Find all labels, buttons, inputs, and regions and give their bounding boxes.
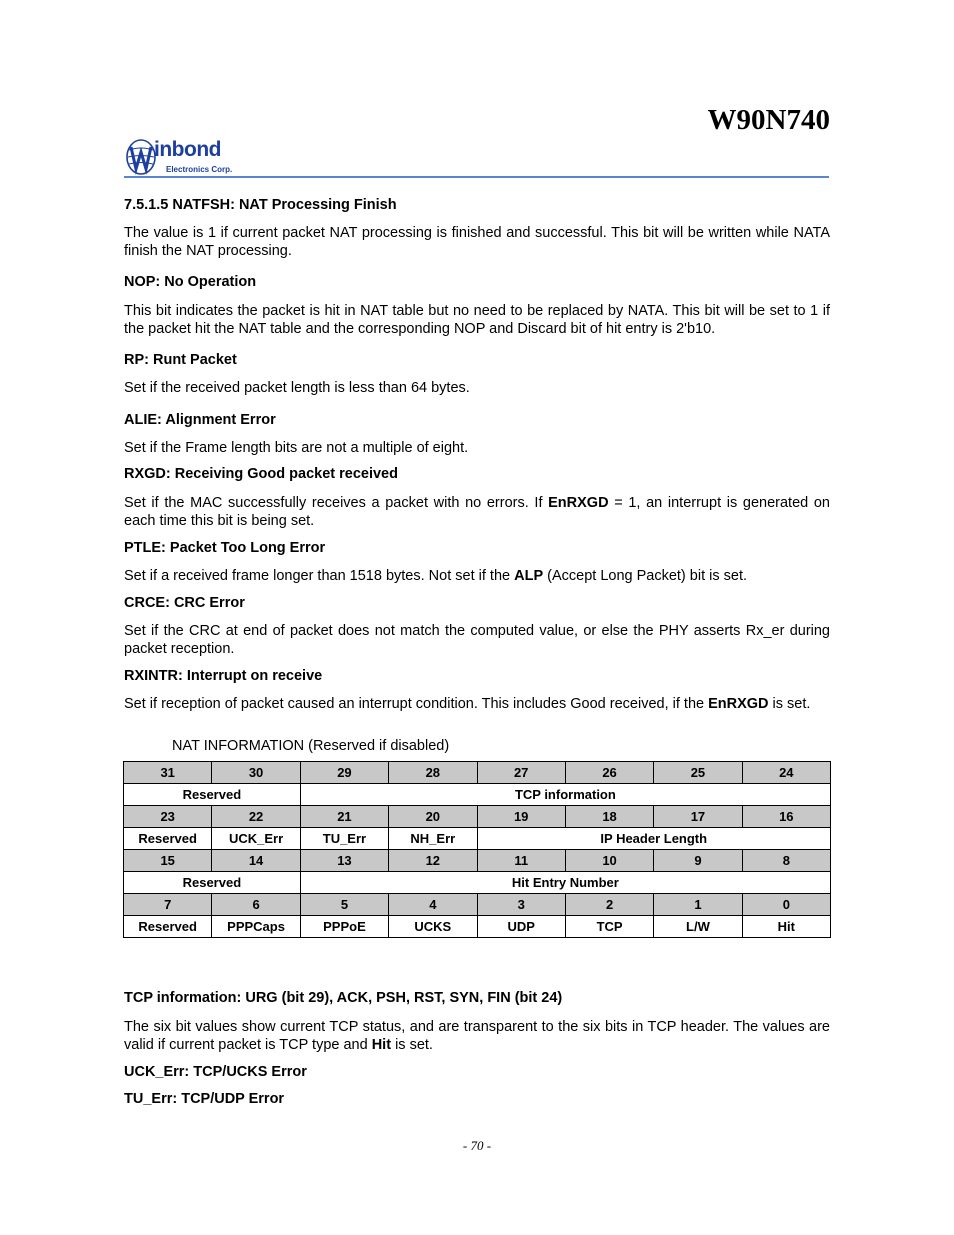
bit-cell: 13 [300,850,388,872]
bit-cell: 28 [389,762,477,784]
bit-cell: 4 [389,894,477,916]
field-cell: PPPCaps [212,916,300,938]
bit-cell: 6 [212,894,300,916]
section-body: Set if the Frame length bits are not a multiple of eight. [124,440,469,456]
bit-number-row [124,762,831,784]
section-heading: TU_Err: TCP/UDP Error [124,1091,285,1107]
section-heading: ALIE: Alignment Error [124,412,276,428]
bit-cell: 18 [565,806,653,828]
page-number: - 70 - [462,1138,492,1153]
section-body: Set if reception of packet caused an interrupt condition. This includes Good received, if the EnRXGD is set. [124,696,811,712]
bit-cell: 5 [300,894,388,916]
bit-cell: 1 [654,894,742,916]
section-body: This bit indicates the packet is hit in NAT table but no need to be replaced by NATA. This bit will be set to 1 if the packet hit the NAT table and the corresponding NOP and Discard bit of hit entry is 2'b10. [124,303,830,337]
bit-cell: 31 [124,762,212,784]
section-heading: NOP: No Operation [124,274,257,290]
bit-cell: 16 [742,806,830,828]
winbond-logo [126,138,250,178]
bit-cell: 25 [654,762,742,784]
field-cell: Reserved [124,828,212,850]
bit-cell: 2 [565,894,653,916]
logo-wordmark: inbond [154,138,221,161]
bit-cell: 12 [389,850,477,872]
field-row [124,784,831,806]
section-heading: UCK_Err: TCP/UCKS Error [124,1064,307,1080]
part-number: W90N740 [707,104,830,136]
section-heading: RP: Runt Packet [124,352,237,368]
field-cell: Reserved [124,916,212,938]
field-row [124,872,831,894]
bit-cell: 11 [477,850,565,872]
section-body: Set if the MAC successfully receives a packet with no errors. If EnRXGD = 1, an interrupt is generated on each time this bit is being set. [124,495,830,529]
section-body: The value is 1 if current packet NAT processing is finished and successful. This bit will be written while NATA finish the NAT processing. [124,225,830,259]
field-cell: NH_Err [389,828,477,850]
field-cell: Hit Entry Number [300,872,830,894]
bit-number-row [124,850,831,872]
bit-cell: 23 [124,806,212,828]
bit-cell: 19 [477,806,565,828]
section-heading: 7.5.1.5 NATFSH: NAT Processing Finish [124,197,397,213]
field-row [124,828,831,850]
bit-cell: 8 [742,850,830,872]
bit-cell: 22 [212,806,300,828]
field-cell: UDP [477,916,565,938]
section-body: Set if the received packet length is less than 64 bytes. [124,380,470,396]
globe-w-icon [126,138,156,176]
section-heading: RXINTR: Interrupt on receive [124,668,323,684]
section-heading: TCP information: URG (bit 29), ACK, PSH, RST, SYN, FIN (bit 24) [124,990,563,1006]
bit-cell: 7 [124,894,212,916]
bit-cell: 9 [654,850,742,872]
logo-subtext: Electronics Corp. [166,165,233,174]
field-cell: Reserved [124,872,301,894]
field-cell: UCK_Err [212,828,300,850]
field-cell: PPPoE [300,916,388,938]
section-heading: CRCE: CRC Error [124,595,245,611]
field-cell: UCKS [389,916,477,938]
bit-cell: 15 [124,850,212,872]
section-body: Set if the CRC at end of packet does not match the computed value, or else the PHY asserts Rx_er during packet reception. [124,623,830,657]
section-body: Set if a received frame longer than 1518 bytes. Not set if the ALP (Accept Long Packet) bit is set. [124,568,748,584]
bit-cell: 27 [477,762,565,784]
bit-cell: 14 [212,850,300,872]
field-cell: TU_Err [300,828,388,850]
field-cell: TCP information [300,784,830,806]
bit-cell: 26 [565,762,653,784]
bit-cell: 20 [389,806,477,828]
header-rule [124,176,829,178]
field-cell: IP Header Length [477,828,831,850]
nat-info-register-table [123,761,831,938]
bit-cell: 24 [742,762,830,784]
field-cell: L/W [654,916,742,938]
section-heading: RXGD: Receiving Good packet received [124,466,398,482]
bit-number-row [124,894,831,916]
bit-cell: 10 [565,850,653,872]
field-cell: Hit [742,916,830,938]
field-cell: Reserved [124,784,301,806]
field-row [124,916,831,938]
bit-cell: 29 [300,762,388,784]
section-heading: PTLE: Packet Too Long Error [124,540,326,556]
field-cell: TCP [565,916,653,938]
bit-cell: 17 [654,806,742,828]
bit-number-row [124,806,831,828]
section-body: The six bit values show current TCP status, and are transparent to the six bits in TCP header. The values are valid if current packet is TCP type and Hit is set. [124,1019,830,1053]
table-caption: NAT INFORMATION (Reserved if disabled) [172,738,450,754]
bit-cell: 0 [742,894,830,916]
bit-cell: 3 [477,894,565,916]
bit-cell: 30 [212,762,300,784]
bit-cell: 21 [300,806,388,828]
